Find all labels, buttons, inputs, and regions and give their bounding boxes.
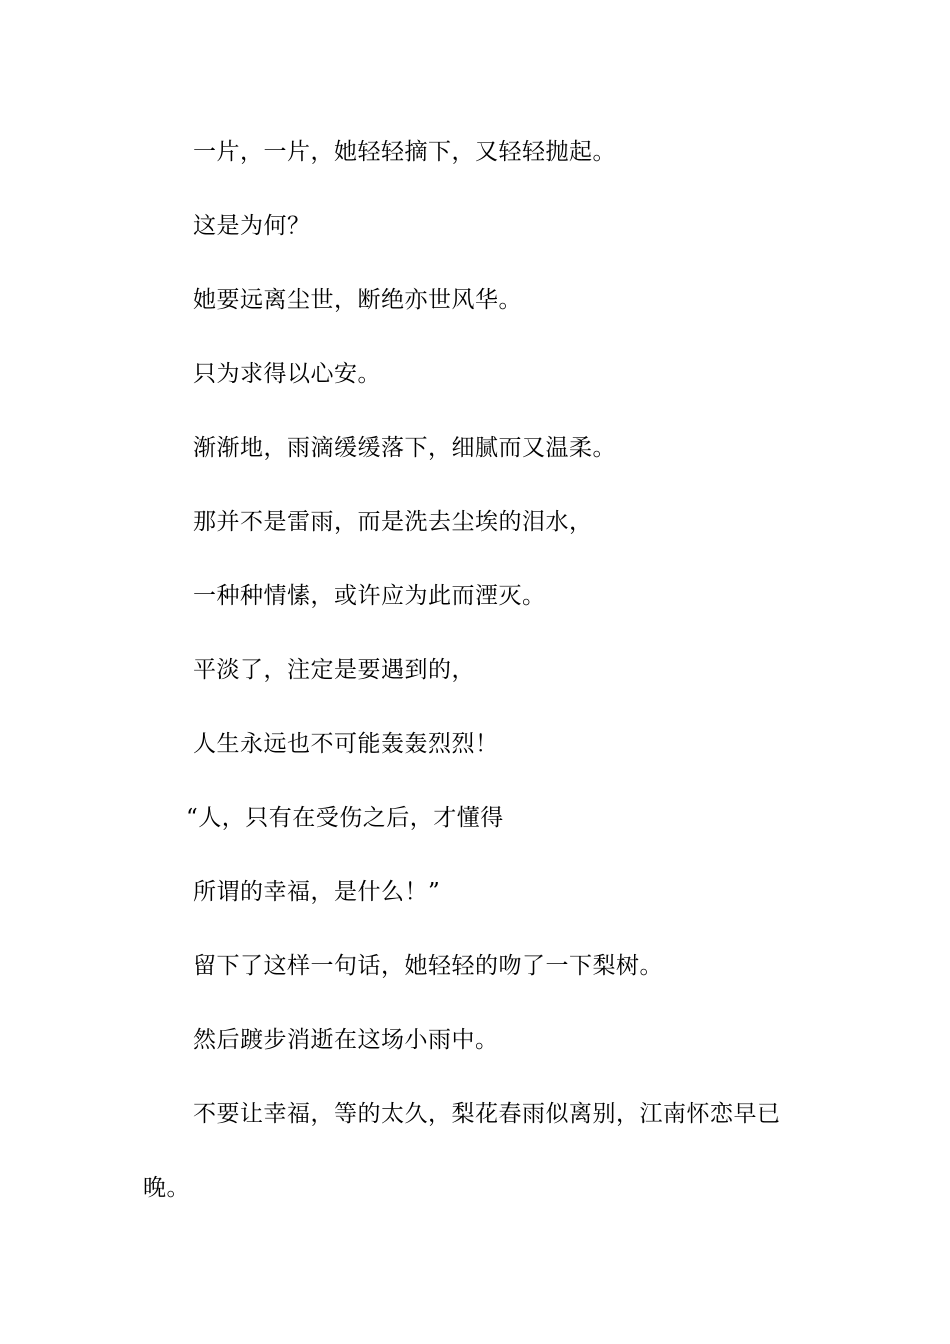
text-line: 渐渐地，雨滴缓缓落下，细腻而又温柔。 — [193, 435, 616, 461]
text-line: 那并不是雷雨，而是洗去尘埃的泪水， — [193, 509, 593, 535]
text-line: 一片，一片，她轻轻摘下，又轻轻抛起。 — [193, 139, 616, 165]
text-line: 一种种情愫，或许应为此而湮灭。 — [193, 583, 546, 609]
text-line: 然后踱步消逝在这场小雨中。 — [193, 1027, 499, 1053]
text-line: 所谓的幸福，是什么！” — [193, 879, 441, 905]
text-line: 留下了这样一句话，她轻轻的吻了一下梨树。 — [193, 953, 663, 979]
text-line: 晚。 — [143, 1175, 190, 1201]
text-line: 只为求得以心安。 — [193, 361, 381, 387]
text-line: 这是为何？ — [193, 213, 311, 239]
text-line: 平淡了，注定是要遇到的， — [193, 657, 475, 683]
text-line: 不要让幸福，等的太久，梨花春雨似离别，江南怀恋早已 — [193, 1101, 781, 1127]
text-line: 人生永远也不可能轰轰烈烈！ — [193, 731, 499, 757]
text-line: “人，只有在受伤之后，才懂得 — [186, 805, 504, 831]
text-line: 她要远离尘世，断绝亦世风华。 — [193, 287, 522, 313]
